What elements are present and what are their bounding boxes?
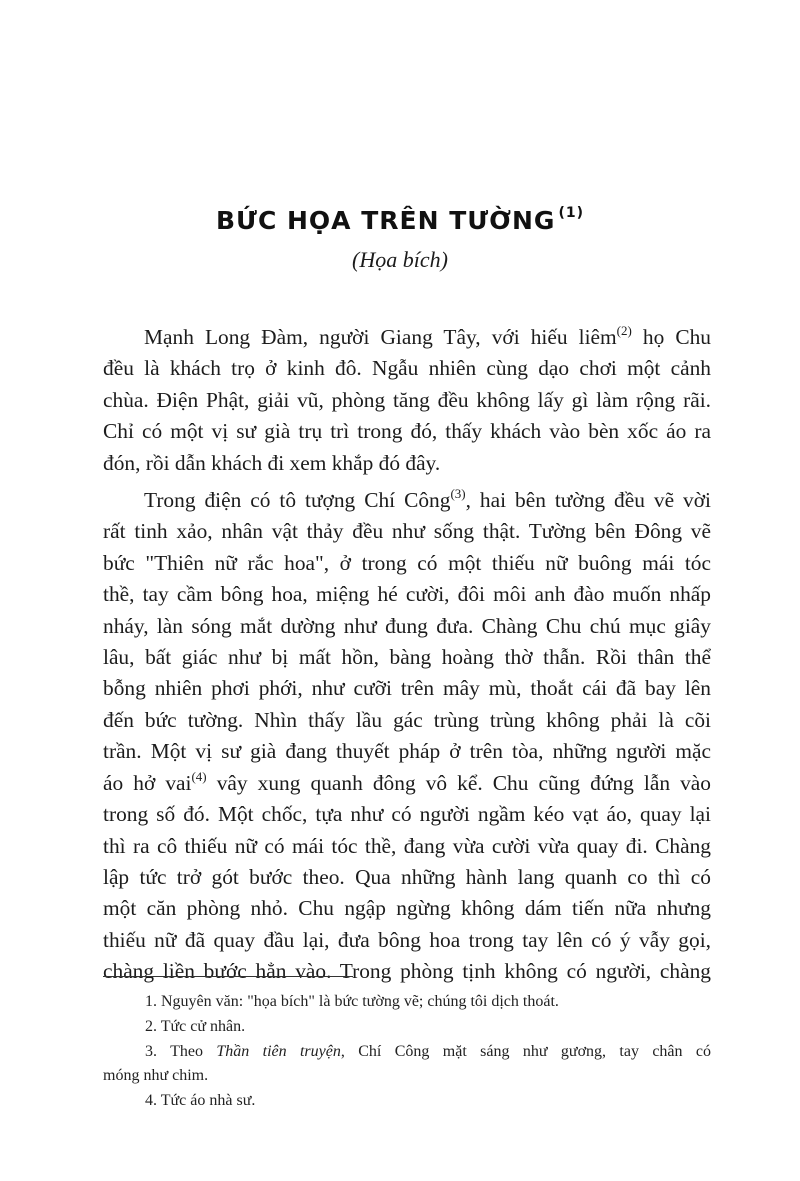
text-line: trần. Một vị sư già đang thuyết pháp ở trên tòa, những người mặc bbox=[103, 739, 711, 764]
text-line: trong số đó. Một chốc, tựa như có người ngầm kéo vạt áo, quay lại bbox=[103, 802, 711, 827]
text-line: bỗng nhiên phơi phới, như cưỡi trên mây mù, thoắt cái đã bay lên bbox=[103, 676, 711, 701]
footnote-ref-1: (1) bbox=[558, 205, 584, 221]
text-line: thì ra cô thiếu nữ có mái tóc thề, đang vừa cười vừa quay đi. Chàng bbox=[103, 833, 711, 858]
text-run: áo hở vai bbox=[103, 770, 192, 795]
footnote-4 bbox=[103, 1089, 711, 1113]
body-text bbox=[103, 322, 711, 988]
footnote-1 bbox=[103, 990, 711, 1014]
text-line: lập tức trở gót bước theo. Qua những hành lang quanh co thì có bbox=[103, 864, 711, 889]
book-title: Thần tiên truyện bbox=[216, 1043, 341, 1060]
chapter-title-text: BỨC HỌA TRÊN TƯỜNG bbox=[216, 206, 556, 235]
footnote-text bbox=[103, 1040, 711, 1064]
text-run: Mạnh Long Đàm, người Giang Tây, với hiếu liêm bbox=[144, 325, 617, 349]
text-line bbox=[103, 485, 711, 516]
text-run: , Chí Công mặt sáng như gương, tay chân có bbox=[340, 1043, 711, 1060]
text-line: Chỉ có một vị sư già trụ trì trong đó, thấy khách vào bèn xốc áo ra bbox=[103, 419, 711, 444]
text-run: , hai bên tường đều vẽ vời bbox=[465, 488, 711, 513]
text-line: nháy, làn sóng mắt dường như đung đưa. Chàng Chu chú mục giây bbox=[103, 613, 711, 638]
paragraph-2 bbox=[103, 485, 711, 988]
footnote-text: 1. Nguyên văn: "họa bích" là bức tường vẽ; chúng tôi dịch thoát. bbox=[145, 993, 559, 1010]
text-run: Trong điện có tô tượng Chí Công bbox=[144, 488, 451, 513]
footnotes bbox=[103, 990, 711, 1114]
text-run: họ Chu bbox=[631, 325, 711, 349]
text-line: đón, rồi dẫn khách đi xem khắp đó đây. bbox=[103, 450, 441, 475]
footnote-separator bbox=[103, 976, 353, 977]
text-line: lâu, bất giác như bị mất hồn, bàng hoàng thờ thẫn. Rồi thân thể bbox=[103, 645, 711, 670]
footnote-ref-2: (2) bbox=[616, 323, 632, 338]
text-line: thiếu nữ đã quay đầu lại, đưa bông hoa trong tay lên có ý vẫy gọi, bbox=[103, 927, 711, 952]
text-line: chàng liền bước hẳn vào. Trong phòng tịnh không có người, chàng bbox=[103, 959, 711, 984]
chapter-title bbox=[0, 205, 800, 235]
text-line: một căn phòng nhỏ. Chu ngập ngừng không dám tiến nữa nhưng bbox=[103, 896, 711, 921]
text-line: chùa. Điện Phật, giải vũ, phòng tăng đều không lấy gì làm rộng rãi. bbox=[103, 387, 711, 412]
chapter-subtitle: (Họa bích) bbox=[352, 247, 448, 272]
text-line: rất tinh xảo, nhân vật thảy đều như sống thật. Tường bên Đông vẽ bbox=[103, 519, 711, 544]
text-line: đến bức tường. Nhìn thấy lầu gác trùng trùng không phải là cõi bbox=[103, 707, 711, 732]
footnote-2 bbox=[103, 1015, 711, 1039]
footnote-text: 2. Tức cử nhân. bbox=[145, 1018, 246, 1035]
paragraph-1 bbox=[103, 322, 711, 479]
footnote-3 bbox=[103, 1040, 711, 1087]
text-line bbox=[103, 322, 711, 353]
text-run: vây xung quanh đông vô kể. Chu cũng đứng lẫn vào bbox=[206, 770, 711, 795]
footnote-ref-3: (3) bbox=[450, 486, 466, 502]
text-run: 3. Theo bbox=[145, 1043, 217, 1060]
text-line: bức "Thiên nữ rắc hoa", ở trong có một thiếu nữ buông mái tóc bbox=[103, 550, 711, 575]
text-line bbox=[103, 768, 711, 799]
footnote-text: móng như chim. bbox=[103, 1066, 209, 1084]
text-line: thề, tay cầm bông hoa, miệng hé cười, đôi môi anh đào muốn nhấp bbox=[103, 582, 711, 607]
footnote-ref-4: (4) bbox=[191, 768, 207, 784]
footnote-text: 4. Tức áo nhà sư. bbox=[145, 1091, 256, 1109]
text-line: đều là khách trọ ở kinh đô. Ngẫu nhiên cùng dạo chơi một cảnh bbox=[103, 356, 711, 381]
